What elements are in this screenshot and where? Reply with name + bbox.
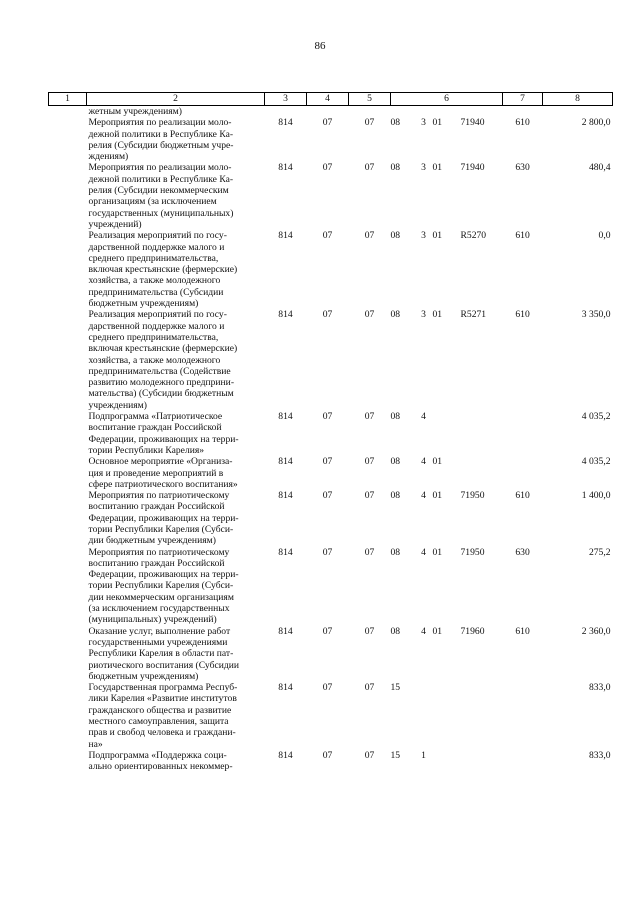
activity-code-cell	[433, 682, 461, 750]
activity-code-cell: 01	[432, 490, 443, 502]
description-cell	[87, 117, 265, 162]
ministry-code-cell: 814	[278, 230, 293, 242]
table-body	[49, 106, 613, 773]
description-line: релия (Субсидии бюджетным учре-	[88, 139, 234, 151]
description-line: гражданского общества и развитие	[88, 704, 232, 716]
expense-type-cell: 630	[515, 162, 530, 174]
description-line: на»	[88, 738, 103, 750]
row-number-cell	[49, 547, 87, 626]
col-header-2: 2	[87, 93, 265, 106]
direction-code-cell	[461, 750, 503, 773]
direction-code-cell	[461, 411, 503, 456]
table-row	[49, 106, 613, 118]
amount-cell: 4 035,2	[581, 456, 611, 468]
program-code-cell: 15	[390, 749, 401, 761]
ministry-code-cell: 814	[278, 117, 293, 129]
col-header-6: 6	[391, 93, 503, 106]
activity-code-cell	[433, 411, 461, 456]
description-line: дарственной поддержке малого и	[88, 320, 225, 332]
program-code-cell: 08	[390, 490, 401, 502]
amount-cell: 2 800,0	[581, 117, 611, 129]
program-code-cell: 15	[390, 682, 401, 694]
description-line: прав и свобод человека и граждани-	[88, 727, 236, 739]
description-cell	[87, 411, 265, 456]
ministry-code-cell: 814	[278, 162, 293, 174]
ministry-code-cell: 814	[278, 309, 293, 321]
description-line: Федерации, проживающих на терри-	[88, 433, 239, 445]
description-line: Мероприятия по патриотическому	[88, 546, 230, 558]
description-line: (за исключением государственных	[88, 603, 230, 615]
row-number-cell	[49, 682, 87, 750]
activity-code-cell: 01	[432, 230, 443, 242]
table-row	[49, 682, 613, 750]
description-line: Основное мероприятие «Организа-	[88, 456, 233, 468]
row-number-cell	[49, 230, 87, 309]
expense-type-cell: 610	[515, 230, 530, 242]
activity-code-cell: 01	[432, 546, 443, 558]
expense-type-cell	[503, 106, 543, 118]
row-number-cell	[49, 626, 87, 682]
activity-code-cell	[433, 106, 461, 118]
row-number-cell	[49, 750, 87, 773]
amount-cell: 4 035,2	[581, 411, 611, 423]
direction-code-cell: 71960	[460, 625, 485, 637]
description-cell	[87, 106, 265, 118]
description-line: ция и проведение мероприятий в	[88, 467, 224, 479]
direction-code-cell	[461, 682, 503, 750]
row-number-cell	[49, 162, 87, 230]
expense-type-cell: 610	[515, 117, 530, 129]
ministry-code-cell: 814	[278, 490, 293, 502]
description-line: дежной политики в Республике Ка-	[88, 173, 234, 185]
section-code-cell: 07	[322, 411, 333, 423]
direction-code-cell	[461, 456, 503, 490]
description-cell	[87, 547, 265, 626]
col-header-1: 1	[49, 93, 87, 106]
description-cell	[87, 162, 265, 230]
description-line: среднего предпринимательства,	[88, 252, 219, 264]
description-line: воспитанию граждан Российской	[88, 501, 225, 513]
subsection-code-cell: 07	[364, 411, 375, 423]
table-row	[49, 750, 613, 773]
description-line: Мероприятия по реализации моло-	[88, 162, 232, 174]
direction-code-cell: 71940	[460, 117, 485, 129]
direction-code-cell: 71950	[460, 490, 485, 502]
table-row	[49, 547, 613, 626]
ministry-code-cell	[265, 106, 307, 118]
direction-code-cell: 71940	[460, 162, 485, 174]
subsection-code-cell	[349, 106, 391, 118]
direction-code-cell: 71950	[460, 546, 485, 558]
activity-code-cell: 01	[432, 456, 443, 468]
expense-type-cell: 630	[515, 546, 530, 558]
amount-cell: 1 400,0	[581, 490, 611, 502]
description-line: государственных (муниципальных)	[88, 207, 234, 219]
amount-cell: 3 350,0	[581, 309, 611, 321]
table-row	[49, 309, 613, 411]
section-code-cell: 07	[322, 230, 333, 242]
description-line: бюджетным учреждениям)	[88, 670, 199, 682]
description-line: Реализация мероприятий по госу-	[88, 309, 227, 321]
description-cell	[87, 490, 265, 546]
description-cell	[87, 750, 265, 773]
table-row	[49, 117, 613, 162]
subsection-code-cell: 07	[364, 490, 375, 502]
expense-type-cell	[503, 750, 543, 773]
row-number-cell	[49, 106, 87, 118]
amount-cell: 275,2	[588, 546, 611, 558]
page-number: 86	[314, 40, 326, 52]
ministry-code-cell: 814	[278, 546, 293, 558]
section-code-cell: 07	[322, 490, 333, 502]
activity-code-cell: 01	[432, 625, 443, 637]
description-line: (муниципальных) учреждений)	[88, 614, 217, 626]
description-line: тории Республики Карелия (Субси-	[88, 580, 234, 592]
subsection-code-cell: 07	[364, 309, 375, 321]
program-code-cell	[391, 106, 415, 118]
col-header-3: 3	[265, 93, 307, 106]
expense-type-cell: 610	[515, 490, 530, 502]
ministry-code-cell: 814	[278, 682, 293, 694]
section-code-cell: 07	[322, 625, 333, 637]
table-row	[49, 162, 613, 230]
description-cell	[87, 682, 265, 750]
description-line: лики Карелия «Развитие институтов	[88, 693, 237, 705]
subsection-code-cell: 07	[364, 117, 375, 129]
description-line: Федерации, проживающих на терри-	[88, 569, 239, 581]
program-code-cell: 08	[390, 162, 401, 174]
description-line: дежной политики в Республике Ка-	[88, 128, 234, 140]
description-line: учреждениям)	[88, 399, 147, 411]
budget-table	[48, 92, 613, 773]
description-line: включая крестьянские (фермерские)	[88, 264, 238, 276]
subprogram-code-cell	[415, 682, 433, 750]
description-line: предпринимательства (Содействие	[88, 365, 231, 377]
amount-cell: 480,4	[588, 162, 611, 174]
subprogram-code-cell: 4	[421, 625, 426, 637]
description-line: хозяйства, а также молодежного	[88, 275, 221, 287]
description-cell	[87, 309, 265, 411]
description-line: среднего предпринимательства,	[88, 331, 219, 343]
description-line: Реализация мероприятий по госу-	[88, 230, 227, 242]
amount-cell: 833,0	[588, 749, 611, 761]
subsection-code-cell: 07	[364, 230, 375, 242]
amount-cell: 2 360,0	[581, 625, 611, 637]
row-number-cell	[49, 490, 87, 546]
col-header-5: 5	[349, 93, 391, 106]
description-line: Подпрограмма «Патриотическое	[88, 411, 223, 423]
row-number-cell	[49, 309, 87, 411]
activity-code-cell	[433, 750, 461, 773]
description-line: учреждений)	[88, 218, 142, 230]
expense-type-cell	[503, 411, 543, 456]
description-line: релия (Субсидии некоммерческим	[88, 185, 229, 197]
subprogram-code-cell	[415, 106, 433, 118]
description-line: дарственной поддержке малого и	[88, 241, 225, 253]
subsection-code-cell: 07	[364, 625, 375, 637]
description-line: хозяйства, а также молодежного	[88, 354, 221, 366]
subprogram-code-cell: 1	[421, 749, 426, 761]
section-code-cell: 07	[322, 682, 333, 694]
description-line: Мероприятия по реализации моло-	[88, 117, 232, 129]
expense-type-cell	[503, 456, 543, 490]
table-row	[49, 456, 613, 490]
description-line: Оказание услуг, выполнение работ	[88, 625, 231, 637]
description-line: государственными учреждениями	[88, 636, 228, 648]
description-line: ально ориентированных некоммер-	[88, 761, 233, 773]
program-code-cell: 08	[390, 309, 401, 321]
description-line: Федерации, проживающих на терри-	[88, 512, 239, 524]
subsection-code-cell: 07	[364, 162, 375, 174]
expense-type-cell: 610	[515, 625, 530, 637]
amount-cell	[543, 106, 613, 118]
description-cell	[87, 230, 265, 309]
subsection-code-cell: 07	[364, 682, 375, 694]
ministry-code-cell: 814	[278, 411, 293, 423]
program-code-cell: 08	[390, 411, 401, 423]
description-cell	[87, 456, 265, 490]
table-row	[49, 626, 613, 682]
section-code-cell	[307, 106, 349, 118]
description-line: Государственная программа Респуб-	[88, 682, 238, 694]
subsection-code-cell: 07	[364, 546, 375, 558]
description-line: местного самоуправления, защита	[88, 716, 229, 728]
section-code-cell: 07	[322, 546, 333, 558]
description-line: бюджетным учреждениям)	[88, 298, 199, 310]
description-line: Подпрограмма «Поддержка соци-	[88, 749, 227, 761]
amount-cell: 0,0	[598, 230, 611, 242]
ministry-code-cell: 814	[278, 625, 293, 637]
description-line: тории Республики Карелия»	[88, 444, 205, 456]
program-code-cell: 08	[390, 456, 401, 468]
section-code-cell: 07	[322, 749, 333, 761]
description-line: дии бюджетным учреждениям)	[88, 535, 216, 547]
table-row	[49, 230, 613, 309]
description-line: развитию молодежного предприни-	[88, 377, 235, 389]
description-line: мательства) (Субсидии бюджетным	[88, 388, 234, 400]
row-number-cell	[49, 117, 87, 162]
amount-cell: 833,0	[588, 682, 611, 694]
description-line: включая крестьянские (фермерские)	[88, 343, 238, 355]
subprogram-code-cell: 3	[421, 117, 426, 129]
subprogram-code-cell: 4	[421, 411, 426, 423]
ministry-code-cell: 814	[278, 749, 293, 761]
section-code-cell: 07	[322, 309, 333, 321]
section-code-cell: 07	[322, 117, 333, 129]
col-header-8: 8	[543, 93, 613, 106]
subprogram-code-cell: 4	[421, 456, 426, 468]
expense-type-cell: 610	[515, 309, 530, 321]
description-line: Республики Карелия в области пат-	[88, 648, 234, 660]
expense-type-cell	[503, 682, 543, 750]
header-row	[49, 93, 613, 106]
direction-code-cell: R5270	[460, 230, 487, 242]
direction-code-cell	[461, 106, 503, 118]
table-row	[49, 411, 613, 456]
description-line: сфере патриотического воспитания»	[88, 478, 238, 490]
row-number-cell	[49, 411, 87, 456]
program-code-cell: 08	[390, 625, 401, 637]
subprogram-code-cell: 4	[421, 546, 426, 558]
description-line: жетным учреждениям)	[88, 106, 182, 117]
section-code-cell: 07	[322, 162, 333, 174]
section-code-cell: 07	[322, 456, 333, 468]
description-line: дии некоммерческим организациям	[88, 591, 234, 603]
activity-code-cell: 01	[432, 309, 443, 321]
description-line: тории Республики Карелия (Субси-	[88, 523, 234, 535]
ministry-code-cell: 814	[278, 456, 293, 468]
description-line: воспитание граждан Российской	[88, 422, 222, 434]
subprogram-code-cell: 3	[421, 309, 426, 321]
row-number-cell	[49, 456, 87, 490]
subprogram-code-cell: 3	[421, 162, 426, 174]
program-code-cell: 08	[390, 117, 401, 129]
description-line: предпринимательства (Субсидии	[88, 286, 224, 298]
description-line: риотического воспитания (Субсидии	[88, 659, 239, 671]
subprogram-code-cell: 3	[421, 230, 426, 242]
program-code-cell: 08	[390, 546, 401, 558]
description-line: ждениям)	[88, 151, 129, 163]
description-line: организациям (за исключением	[88, 196, 217, 208]
subsection-code-cell: 07	[364, 456, 375, 468]
description-cell	[87, 626, 265, 682]
subsection-code-cell: 07	[364, 749, 375, 761]
activity-code-cell: 01	[432, 117, 443, 129]
direction-code-cell: R5271	[460, 309, 487, 321]
table-row	[49, 490, 613, 546]
description-line: Мероприятия по патриотическому	[88, 490, 230, 502]
description-line: воспитанию граждан Российской	[88, 557, 225, 569]
program-code-cell: 08	[390, 230, 401, 242]
col-header-7: 7	[503, 93, 543, 106]
col-header-4: 4	[307, 93, 349, 106]
activity-code-cell: 01	[432, 162, 443, 174]
subprogram-code-cell: 4	[421, 490, 426, 502]
